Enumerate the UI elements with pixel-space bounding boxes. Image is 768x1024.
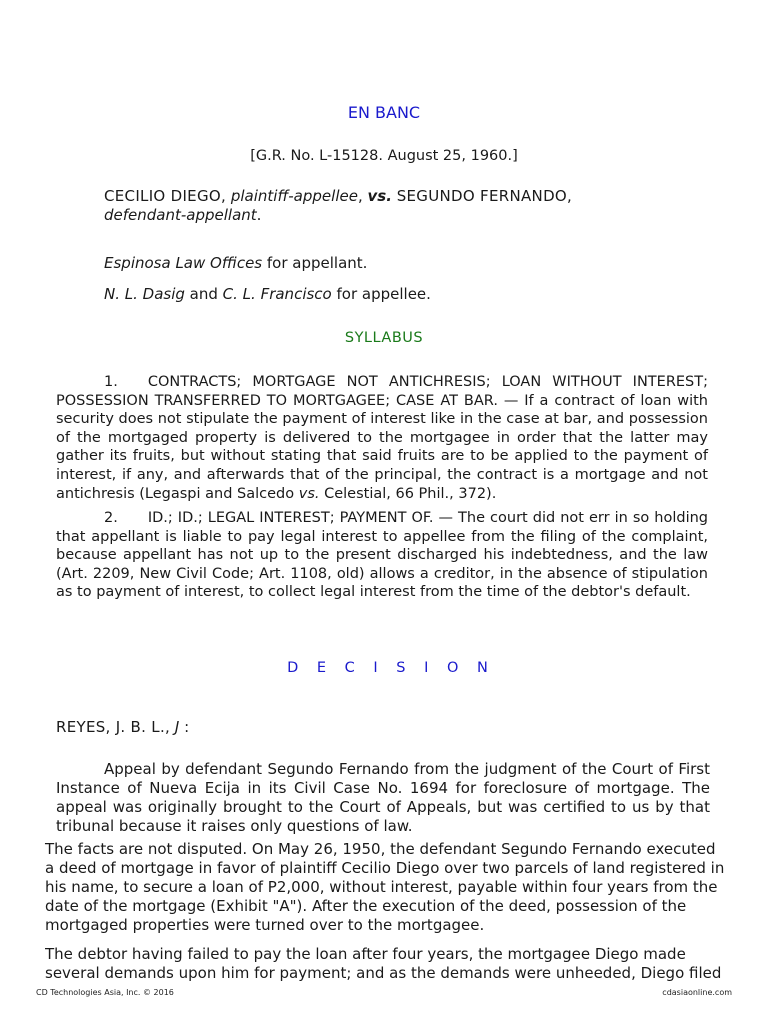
syllabus-item-1-number: 1. <box>104 374 118 390</box>
justice-colon: : <box>179 718 190 736</box>
defendant-name: SEGUNDO FERNANDO, <box>396 187 573 205</box>
decision-paragraph-3: The debtor having failed to pay the loan after four years, the mortgagee Diego made several demands upon him for payment; and as the demands were unheeded, Diego filed <box>45 945 722 982</box>
plaintiff-name: CECILIO DIEGO, <box>104 187 227 205</box>
appellee-counsel-1: N. L. Dasig <box>104 285 185 303</box>
appellee-counsel <box>104 285 431 304</box>
justice-name: REYES, J. B. L., <box>56 718 171 736</box>
decision-paragraph-1: Appeal by defendant Segundo Fernando from the judgment of the Court of First Instance of Nueva Ecija in its Civil Case No. 1694 for foreclosure of mortgage. The appeal was originally brought to the Court of Appeals, but was certified to us by that tribunal because it raises only questions of law. <box>56 760 710 835</box>
appellee-counsel-2: C. L. Francisco <box>222 285 332 303</box>
court-division: EN BANC <box>347 103 421 122</box>
defendant-role: defendant-appellant <box>104 206 257 224</box>
appellee-and: and <box>184 285 223 303</box>
versus: vs. <box>367 187 392 205</box>
appellant-suffix: for appellant. <box>262 254 368 272</box>
ponente <box>56 718 189 737</box>
footer-website: cdasiaonline.com <box>662 988 732 997</box>
syllabus-item-1-text-after: Celestial, 66 Phil., 372). <box>319 485 497 502</box>
decision-heading: D E C I S I O N <box>287 660 495 676</box>
footer-copyright: CD Technologies Asia, Inc. © 2016 <box>36 988 174 997</box>
appellant-firm: Espinosa Law Offices <box>104 254 263 272</box>
syllabus-item-2-text: ID.; ID.; LEGAL INTEREST; PAYMENT OF. — The court did not err in so holding that appellant is liable to pay legal interest to appellee from the filing of the complaint, because appellant has not up to the present discharged his indebtedness, and the law (Art. 2209, New Civil Code; Art. 1108, old) allows a creditor, in the absence of stipulation as to payment of interest, to collect legal interest from the time of the debtor's default. <box>56 510 708 601</box>
justice-suffix: J <box>174 718 180 736</box>
syllabus-item-1-italic: vs. <box>298 485 320 502</box>
syllabus-item-2-number: 2. <box>104 510 118 526</box>
syllabus-heading: SYLLABUS <box>344 330 424 346</box>
plaintiff-role: plaintiff-appellee <box>230 187 358 205</box>
syllabus-item-2 <box>56 509 708 602</box>
appellant-counsel <box>104 254 367 273</box>
syllabus-item-1 <box>56 373 708 503</box>
case-parties: CECILIO DIEGO, plaintiff-appellee, vs. SEGUNDO FERNANDO, defendant-appellant. <box>104 187 573 224</box>
syllabus-item-1-text: CONTRACTS; MORTGAGE NOT ANTICHRESIS; LOAN WITHOUT INTEREST; POSSESSION TRANSFERRED TO MORTGAGEE; CASE AT BAR. — If a contract of loan with security does not stipulate the payment of interest like in the case at bar, and possession of the mortgaged property is delivered to the mortgagee in order that the latter may gather its fruits, but without stating that said fruits are to be applied to the payment of interest, if any, and afterwards that of the principal, the contract is a mortgage and not antichresis (Legaspi and Salcedo <box>56 374 708 502</box>
appellee-suffix: for appellee. <box>331 285 431 303</box>
decision-paragraph-2: The facts are not disputed. On May 26, 1950, the defendant Segundo Fernando executed a deed of mortgage in favor of plaintiff Cecilio Diego over two parcels of land registered in his name, to secure a loan of P2,000, without interest, payable within four years from the date of the mortgage (Exhibit "A"). After the execution of the deed, possession of the mortgaged properties were turned over to the mortgagee. <box>45 840 725 934</box>
case-citation: [G.R. No. L-15128. August 25, 1960.] <box>250 148 518 164</box>
